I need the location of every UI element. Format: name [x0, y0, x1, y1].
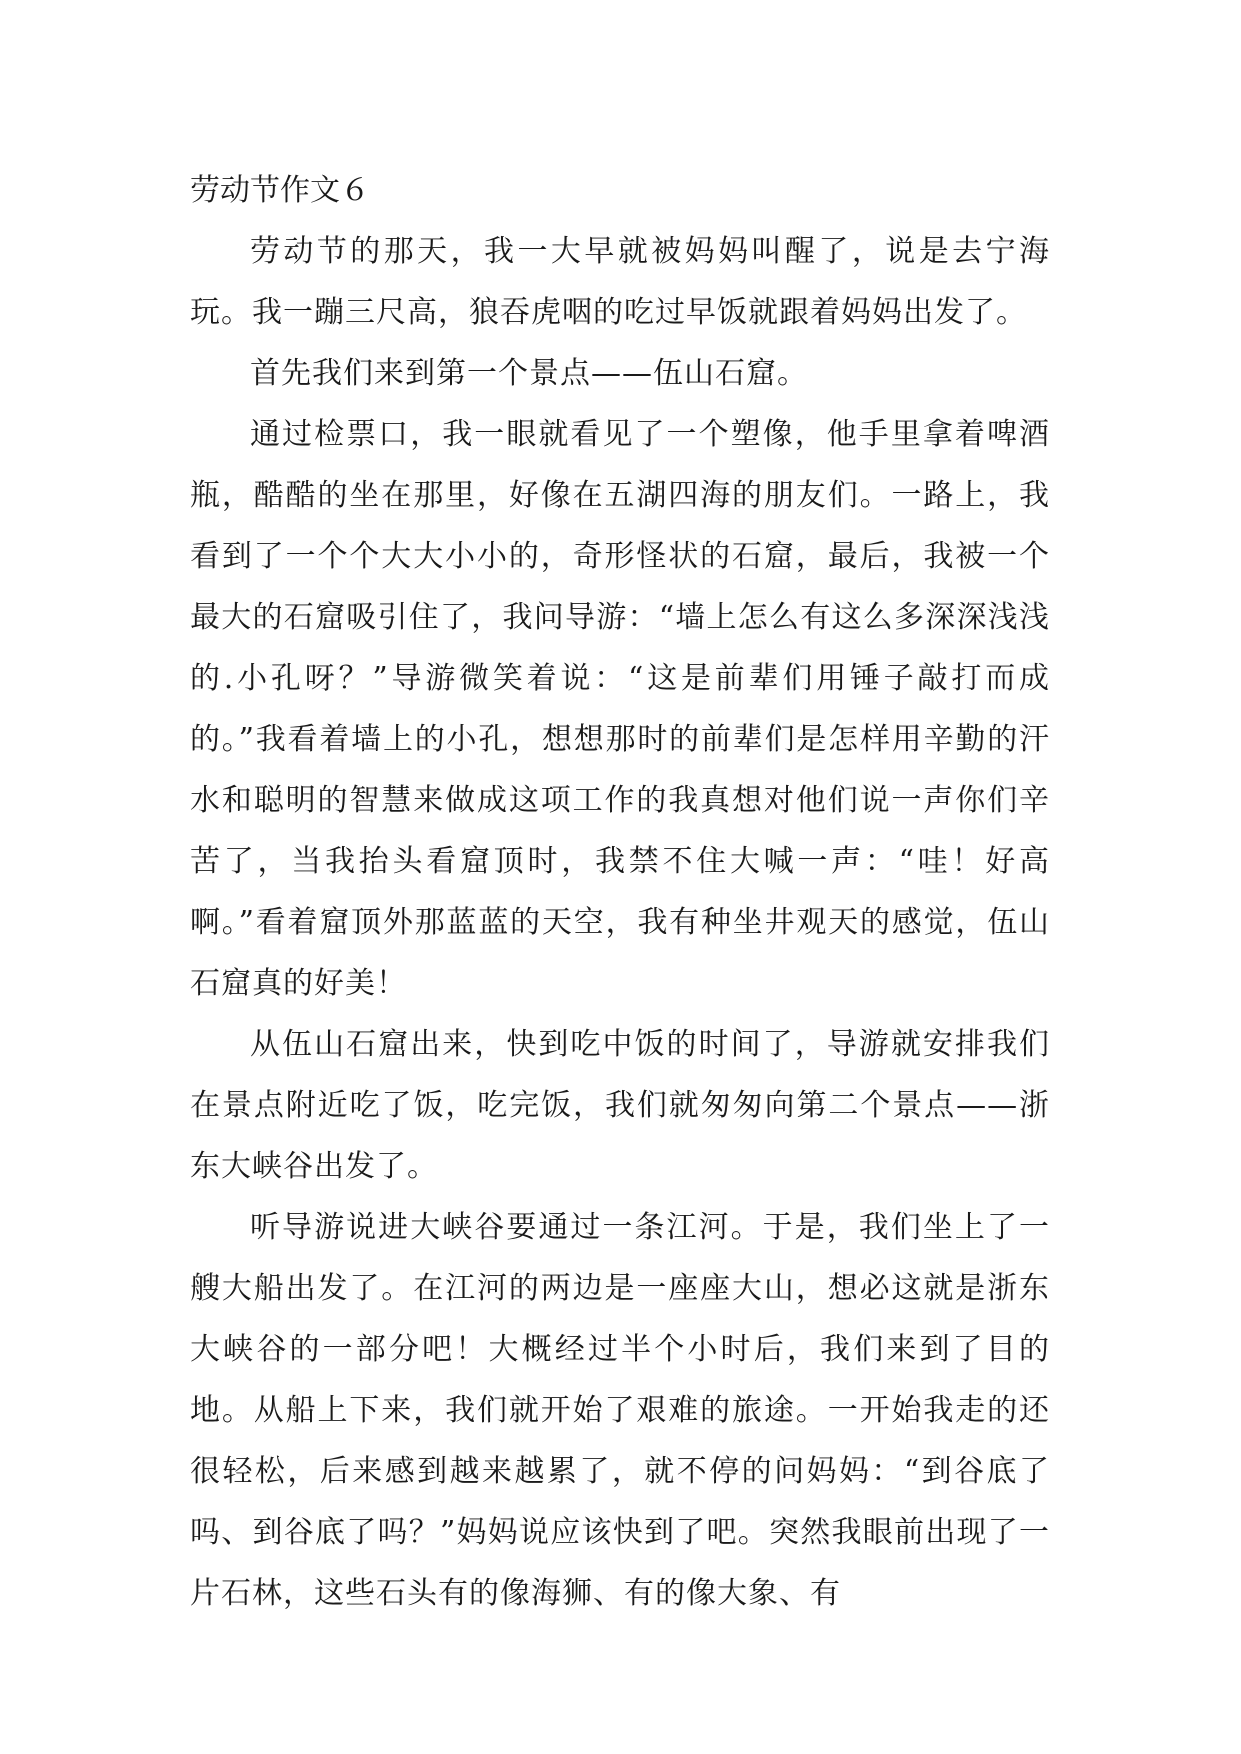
- paragraph-2: 首先我们来到第一个景点——伍山石窟。: [250, 356, 808, 391]
- paragraph-1: 劳动节的那天，我一大早就被妈妈叫醒了，说是去宁海玩。我一蹦三尺高，狼吞虎咽的吃过早饭就跟着妈妈出发了。: [190, 234, 1050, 330]
- document-title: 劳动节作文６: [190, 173, 370, 208]
- paragraph-3: 通过检票口，我一眼就看见了一个塑像，他手里拿着啤酒瓶，酷酷的坐在那里，好像在五湖四海的朋友们。一路上，我看到了一个个大大小小的，奇形怪状的石窟，最后，我被一个最大的石窟吸引住了，我问导游：“墙上怎么有这么多深深浅浅的.小孔呀？”导游微笑着说：“这是前辈们用锤子敲打而成的。”我看着墙上的小孔，想想那时的前辈们是怎样用辛勤的汗水和聪明的智慧来做成这项工作的我真想对他们说一声你们辛苦了，当我抬头看窟顶时，我禁不住大喊一声：“哇！好高啊。”看着窟顶外那蓝蓝的天空，我有种坐井观天的感觉，伍山石窟真的好美！: [190, 417, 1050, 1001]
- paragraph-4: 从伍山石窟出来，快到吃中饭的时间了，导游就安排我们在景点附近吃了饭，吃完饭，我们就匆匆向第二个景点——浙东大峡谷出发了。: [190, 1027, 1050, 1184]
- document-body: [190, 160, 1050, 1624]
- paragraph-5: 听导游说进大峡谷要通过一条江河。于是，我们坐上了一艘大船出发了。在江河的两边是一座座大山，想必这就是浙东大峡谷的一部分吧！大概经过半个小时后，我们来到了目的地。从船上下来，我们就开始了艰难的旅途。一开始我走的还很轻松，后来感到越来越累了，就不停的问妈妈：“到谷底了吗、到谷底了吗？”妈妈说应该快到了吧。突然我眼前出现了一片石林，这些石头有的像海狮、有的像大象、有: [190, 1210, 1050, 1611]
